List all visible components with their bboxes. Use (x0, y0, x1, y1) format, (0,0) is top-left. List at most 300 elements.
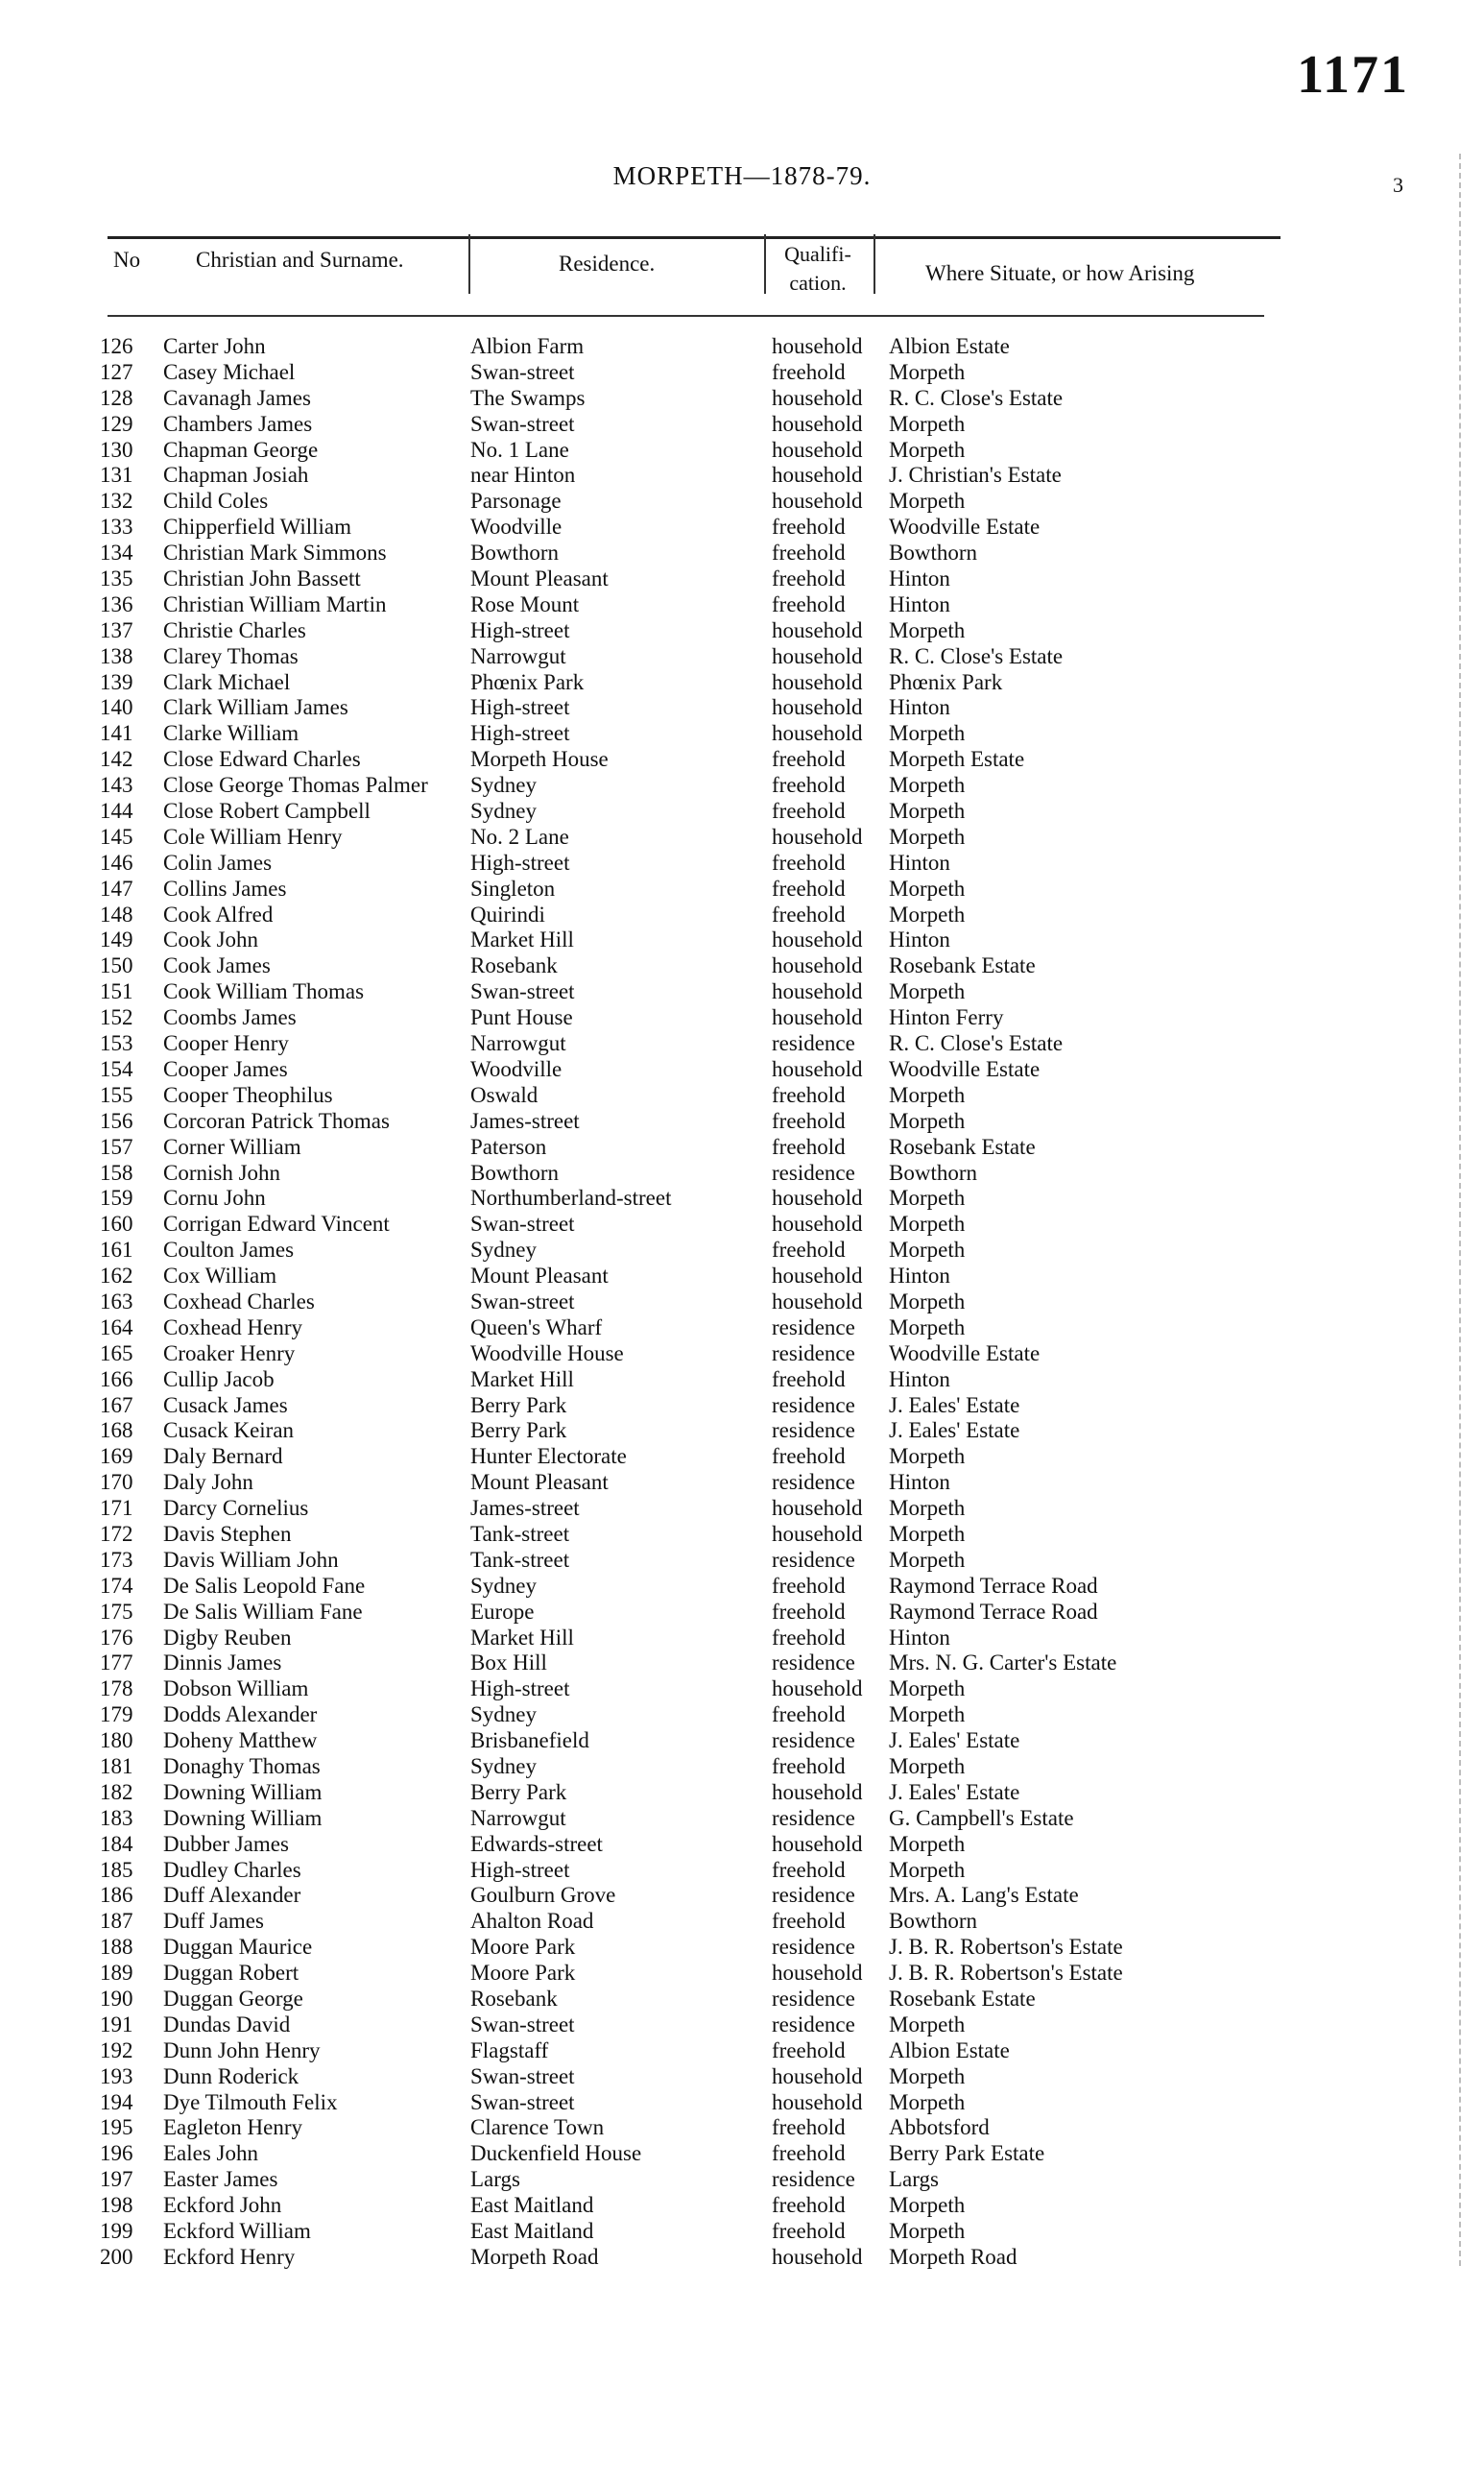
table-row (0, 1909, 1484, 1935)
row-residence: East Maitland (470, 2219, 594, 2244)
row-number: 199 (100, 2219, 133, 2244)
row-residence: Narrowgut (470, 1805, 566, 1830)
row-qualification: household (772, 617, 863, 642)
row-where-situate: Albion Estate (889, 2037, 1010, 2062)
row-number: 169 (100, 1444, 133, 1469)
row-qualification: freehold (772, 2115, 846, 2140)
row-residence: Bowthorn (470, 541, 559, 566)
row-residence: Sydney (470, 1702, 537, 1727)
row-qualification: freehold (772, 2141, 846, 2166)
row-name: Darcy Cornelius (163, 1496, 309, 1521)
table-row (0, 1832, 1484, 1858)
row-qualification: freehold (772, 773, 846, 798)
row-where-situate: Morpeth (889, 411, 966, 436)
row-where-situate: Morpeth (889, 979, 966, 1004)
row-residence: High-street (470, 721, 570, 746)
row-number: 192 (100, 2037, 133, 2062)
table-row (0, 1109, 1484, 1135)
table-row (0, 1418, 1484, 1444)
row-qualification: freehold (772, 1082, 846, 1107)
row-name: Chapman George (163, 437, 319, 462)
row-number: 176 (100, 1625, 133, 1650)
row-qualification: freehold (772, 876, 846, 901)
row-residence: Mount Pleasant (470, 566, 609, 591)
row-number: 134 (100, 541, 133, 566)
row-qualification: freehold (772, 1108, 846, 1133)
row-where-situate: Abbotsford (889, 2115, 990, 2140)
row-name: Colin James (163, 850, 273, 875)
row-number: 136 (100, 591, 133, 616)
row-where-situate: Bowthorn (889, 541, 977, 566)
row-where-situate: Hinton (889, 928, 950, 952)
table-row (0, 2141, 1484, 2167)
table-row (0, 644, 1484, 670)
row-where-situate: Hinton (889, 1470, 950, 1495)
row-qualification: household (772, 2089, 863, 2114)
row-where-situate: Largs (889, 2167, 939, 2192)
row-where-situate: J. Eales' Estate (889, 1392, 1020, 1417)
row-number: 156 (100, 1108, 133, 1133)
row-number: 132 (100, 489, 133, 514)
row-where-situate: J. Eales' Estate (889, 1728, 1020, 1753)
table-row (0, 851, 1484, 877)
table-row (0, 386, 1484, 412)
column-header-qualification-line2: cation. (789, 271, 847, 295)
table-row (0, 1651, 1484, 1676)
row-number: 188 (100, 1935, 133, 1960)
row-number: 182 (100, 1779, 133, 1804)
row-residence: Ahalton Road (470, 1909, 594, 1934)
table-row (0, 1161, 1484, 1187)
table-row (0, 1367, 1484, 1393)
row-where-situate: Morpeth (889, 1857, 966, 1882)
row-number: 141 (100, 721, 133, 746)
row-where-situate: Morpeth Road (889, 2244, 1017, 2269)
table-row (0, 334, 1484, 360)
row-qualification: household (772, 1496, 863, 1521)
row-number: 158 (100, 1160, 133, 1185)
row-qualification: household (772, 643, 863, 668)
row-residence: Moore Park (470, 1961, 576, 1986)
row-where-situate: J. Eales' Estate (889, 1418, 1020, 1443)
row-qualification: freehold (772, 1134, 846, 1159)
table-row (0, 2012, 1484, 2038)
row-where-situate: Morpeth (889, 824, 966, 849)
row-residence: Moore Park (470, 1935, 576, 1960)
table-row (0, 1858, 1484, 1884)
row-qualification: freehold (772, 850, 846, 875)
row-qualification: household (772, 2063, 863, 2088)
row-qualification: residence (772, 1547, 855, 1572)
row-where-situate: Berry Park Estate (889, 2141, 1045, 2166)
row-name: Cox William (163, 1264, 277, 1289)
row-where-situate: Hinton (889, 566, 950, 591)
row-number: 126 (100, 334, 133, 358)
row-residence: Swan-street (470, 1289, 575, 1313)
row-residence: Berry Park (470, 1779, 567, 1804)
row-residence: Punt House (470, 1005, 573, 1030)
row-number: 178 (100, 1676, 133, 1701)
row-residence: Swan-street (470, 2063, 575, 2088)
row-name: Chipperfield William (163, 515, 352, 540)
row-name: Cook William Thomas (163, 979, 365, 1004)
row-residence: Morpeth Road (470, 2244, 599, 2269)
row-residence: James-street (470, 1108, 580, 1133)
row-residence: Parsonage (470, 489, 562, 514)
row-where-situate: Rosebank Estate (889, 1134, 1036, 1159)
table-row (0, 2115, 1484, 2141)
row-number: 197 (100, 2167, 133, 2192)
row-number: 171 (100, 1496, 133, 1521)
row-qualification: household (772, 669, 863, 694)
row-name: Easter James (163, 2167, 278, 2192)
row-name: Dobson William (163, 1676, 309, 1701)
row-residence: Quirindi (470, 902, 545, 927)
column-header-no: No (113, 248, 141, 272)
table-row (0, 360, 1484, 386)
row-name: Digby Reuben (163, 1625, 292, 1650)
row-name: Dudley Charles (163, 1857, 301, 1882)
row-number: 154 (100, 1056, 133, 1081)
row-where-situate: Raymond Terrace Road (889, 1573, 1098, 1598)
row-qualification: residence (772, 2012, 855, 2036)
row-where-situate: Rosebank Estate (889, 1987, 1036, 2011)
row-name: Coxhead Henry (163, 1314, 302, 1339)
row-residence: Flagstaff (470, 2037, 549, 2062)
row-residence: The Swamps (470, 385, 586, 410)
row-name: Christian Mark Simmons (163, 541, 387, 566)
row-name: Clarey Thomas (163, 643, 299, 668)
row-number: 194 (100, 2089, 133, 2114)
table-row (0, 1212, 1484, 1238)
table-row (0, 1987, 1484, 2012)
header-rule-bottom (108, 315, 1264, 317)
row-qualification: household (772, 489, 863, 514)
row-number: 137 (100, 617, 133, 642)
row-number: 142 (100, 747, 133, 772)
row-qualification: household (772, 928, 863, 952)
row-where-situate: Hinton (889, 1264, 950, 1289)
row-name: Casey Michael (163, 359, 296, 384)
row-name: Davis Stephen (163, 1521, 292, 1546)
row-where-situate: Morpeth (889, 617, 966, 642)
row-name: Cooper Theophilus (163, 1082, 333, 1107)
table-row (0, 1574, 1484, 1600)
row-name: Eckford William (163, 2219, 311, 2244)
table-row (0, 1780, 1484, 1806)
row-where-situate: Morpeth (889, 799, 966, 824)
row-qualification: household (772, 953, 863, 978)
row-name: Cusack James (163, 1392, 288, 1417)
row-where-situate: Morpeth (889, 721, 966, 746)
row-residence: Europe (470, 1599, 535, 1624)
row-name: Coxhead Charles (163, 1289, 315, 1313)
row-residence: Largs (470, 2167, 520, 2192)
row-name: Clark William James (163, 695, 348, 720)
table-row (0, 1883, 1484, 1909)
row-qualification: freehold (772, 1238, 846, 1263)
row-name: Eckford Henry (163, 2244, 296, 2269)
row-qualification: freehold (772, 1702, 846, 1727)
row-name: Daly John (163, 1470, 253, 1495)
row-name: Dunn John Henry (163, 2037, 321, 2062)
row-residence: Goulburn Grove (470, 1883, 616, 1908)
row-qualification: freehold (772, 1573, 846, 1598)
row-name: Collins James (163, 876, 287, 901)
row-where-situate: R. C. Close's Estate (889, 385, 1064, 410)
row-where-situate: Morpeth (889, 2193, 966, 2218)
table-row (0, 1676, 1484, 1702)
table-row (0, 618, 1484, 644)
row-where-situate: Woodville Estate (889, 515, 1041, 540)
row-where-situate: Morpeth (889, 1521, 966, 1546)
table-row (0, 1728, 1484, 1754)
table-row (0, 953, 1484, 979)
row-number: 200 (100, 2244, 133, 2269)
row-number: 146 (100, 850, 133, 875)
row-qualification: household (772, 1212, 863, 1237)
table-row (0, 592, 1484, 618)
column-header-qualification (768, 240, 868, 298)
row-residence: High-street (470, 617, 570, 642)
table-row (0, 412, 1484, 438)
row-name: Carter John (163, 334, 266, 358)
row-where-situate: Morpeth (889, 773, 966, 798)
row-where-situate: Morpeth (889, 1702, 966, 1727)
row-name: Duff James (163, 1909, 264, 1934)
table-row (0, 721, 1484, 747)
row-qualification: freehold (772, 747, 846, 772)
table-row (0, 1935, 1484, 1961)
row-where-situate: Hinton (889, 850, 950, 875)
row-where-situate: Morpeth (889, 1108, 966, 1133)
row-qualification: freehold (772, 2193, 846, 2218)
row-residence: Woodville (470, 1056, 562, 1081)
row-number: 180 (100, 1728, 133, 1753)
row-where-situate: Hinton (889, 1366, 950, 1391)
row-qualification: residence (772, 1987, 855, 2011)
row-where-situate: Phœnix Park (889, 669, 1003, 694)
row-qualification: household (772, 463, 863, 488)
row-qualification: residence (772, 1651, 855, 1675)
row-name: Downing William (163, 1779, 323, 1804)
table-row (0, 1496, 1484, 1522)
row-where-situate: Woodville Estate (889, 1340, 1041, 1365)
row-residence: Swan-street (470, 1212, 575, 1237)
row-number: 162 (100, 1264, 133, 1289)
row-residence: Sydney (470, 773, 537, 798)
row-qualification: freehold (772, 541, 846, 566)
row-name: Davis William John (163, 1547, 339, 1572)
row-where-situate: Morpeth (889, 1314, 966, 1339)
row-residence: Market Hill (470, 1625, 574, 1650)
row-qualification: household (772, 411, 863, 436)
row-residence: Sydney (470, 799, 537, 824)
row-number: 148 (100, 902, 133, 927)
row-number: 172 (100, 1521, 133, 1546)
row-number: 193 (100, 2063, 133, 2088)
row-number: 153 (100, 1031, 133, 1056)
row-where-situate: Morpeth (889, 2089, 966, 2114)
side-mark: 3 (1393, 173, 1403, 197)
row-number: 127 (100, 359, 133, 384)
row-number: 131 (100, 463, 133, 488)
row-name: Cornish John (163, 1160, 281, 1185)
row-qualification: residence (772, 1883, 855, 1908)
row-number: 143 (100, 773, 133, 798)
row-number: 175 (100, 1599, 133, 1624)
row-where-situate: Morpeth (889, 1082, 966, 1107)
row-residence: East Maitland (470, 2193, 594, 2218)
table-row (0, 799, 1484, 825)
row-name: Dye Tilmouth Felix (163, 2089, 338, 2114)
row-number: 147 (100, 876, 133, 901)
row-where-situate: Morpeth (889, 1186, 966, 1211)
row-residence: Swan-street (470, 979, 575, 1004)
row-qualification: residence (772, 1418, 855, 1443)
row-qualification: household (772, 1779, 863, 1804)
row-where-situate: Morpeth (889, 489, 966, 514)
row-residence: Mount Pleasant (470, 1470, 609, 1495)
row-name: Child Coles (163, 489, 269, 514)
column-divider (874, 234, 875, 294)
row-residence: near Hinton (470, 463, 576, 488)
row-qualification: household (772, 437, 863, 462)
row-where-situate: R. C. Close's Estate (889, 643, 1064, 668)
row-residence: Narrowgut (470, 1031, 566, 1056)
row-number: 159 (100, 1186, 133, 1211)
table-row (0, 438, 1484, 464)
table-row (0, 1186, 1484, 1212)
row-residence: Queen's Wharf (470, 1314, 603, 1339)
table-row (0, 541, 1484, 566)
row-qualification: freehold (772, 2219, 846, 2244)
row-qualification: freehold (772, 799, 846, 824)
table-row (0, 1238, 1484, 1264)
row-name: De Salis William Fane (163, 1599, 363, 1624)
row-where-situate: Morpeth (889, 1212, 966, 1237)
table-row (0, 2219, 1484, 2245)
row-residence: Northumberland-street (470, 1186, 672, 1211)
table-row (0, 773, 1484, 799)
row-name: Cooper Henry (163, 1031, 289, 1056)
row-residence: Tank-street (470, 1521, 570, 1546)
row-number: 198 (100, 2193, 133, 2218)
row-qualification: household (772, 1289, 863, 1313)
row-where-situate: Hinton (889, 591, 950, 616)
row-qualification: residence (772, 2167, 855, 2192)
row-name: Cole William Henry (163, 824, 343, 849)
row-where-situate: Morpeth (889, 1676, 966, 1701)
row-name: Cullip Jacob (163, 1366, 275, 1391)
row-number: 128 (100, 385, 133, 410)
row-where-situate: J. B. R. Robertson's Estate (889, 1961, 1123, 1986)
register-table (0, 334, 1484, 2271)
row-qualification: household (772, 385, 863, 410)
row-number: 160 (100, 1212, 133, 1237)
table-row (0, 1444, 1484, 1470)
row-qualification: residence (772, 1805, 855, 1830)
row-residence: High-street (470, 1857, 570, 1882)
row-name: Clarke William (163, 721, 299, 746)
row-number: 149 (100, 928, 133, 952)
row-name: Duff Alexander (163, 1883, 301, 1908)
table-row (0, 1961, 1484, 1987)
table-row (0, 1289, 1484, 1315)
row-name: De Salis Leopold Fane (163, 1573, 366, 1598)
row-where-situate: Mrs. N. G. Carter's Estate (889, 1651, 1117, 1675)
row-qualification: household (772, 721, 863, 746)
row-number: 130 (100, 437, 133, 462)
column-divider (764, 234, 766, 294)
row-name: Cooper James (163, 1056, 288, 1081)
row-number: 173 (100, 1547, 133, 1572)
table-row (0, 747, 1484, 773)
row-residence: Sydney (470, 1753, 537, 1778)
row-number: 195 (100, 2115, 133, 2140)
row-where-situate: Hinton (889, 1625, 950, 1650)
row-name: Christie Charles (163, 617, 306, 642)
row-qualification: household (772, 1264, 863, 1289)
row-residence: Swan-street (470, 359, 575, 384)
row-qualification: freehold (772, 359, 846, 384)
row-number: 174 (100, 1573, 133, 1598)
row-number: 179 (100, 1702, 133, 1727)
row-where-situate: J. Christian's Estate (889, 463, 1062, 488)
row-name: Dinnis James (163, 1651, 282, 1675)
table-row (0, 2193, 1484, 2219)
row-name: Chambers James (163, 411, 313, 436)
row-residence: Narrowgut (470, 643, 566, 668)
table-row (0, 1083, 1484, 1109)
row-number: 138 (100, 643, 133, 668)
table-row (0, 903, 1484, 928)
row-where-situate: Woodville Estate (889, 1056, 1041, 1081)
table-row (0, 566, 1484, 592)
row-qualification: freehold (772, 515, 846, 540)
row-name: Dodds Alexander (163, 1702, 318, 1727)
row-qualification: household (772, 1961, 863, 1986)
row-name: Eagleton Henry (163, 2115, 302, 2140)
row-residence: Rose Mount (470, 591, 580, 616)
row-residence: Sydney (470, 1238, 537, 1263)
row-residence: Swan-street (470, 411, 575, 436)
table-row (0, 1264, 1484, 1289)
row-number: 167 (100, 1392, 133, 1417)
row-where-situate: Morpeth (889, 2063, 966, 2088)
table-row (0, 1341, 1484, 1367)
row-name: Cook John (163, 928, 259, 952)
column-header-residence: Residence. (559, 252, 656, 276)
row-where-situate: R. C. Close's Estate (889, 1031, 1064, 1056)
row-qualification: freehold (772, 1599, 846, 1624)
row-name: Duggan Robert (163, 1961, 299, 1986)
row-qualification: freehold (772, 1625, 846, 1650)
row-where-situate: Morpeth (889, 359, 966, 384)
row-qualification: residence (772, 1728, 855, 1753)
row-number: 133 (100, 515, 133, 540)
row-residence: James-street (470, 1496, 580, 1521)
row-number: 170 (100, 1470, 133, 1495)
row-number: 139 (100, 669, 133, 694)
table-row (0, 928, 1484, 953)
row-residence: Market Hill (470, 928, 574, 952)
running-head: MORPETH—1878-79. (612, 161, 872, 190)
table-row (0, 979, 1484, 1005)
row-name: Doheny Matthew (163, 1728, 318, 1753)
row-residence: Tank-street (470, 1547, 570, 1572)
row-number: 166 (100, 1366, 133, 1391)
